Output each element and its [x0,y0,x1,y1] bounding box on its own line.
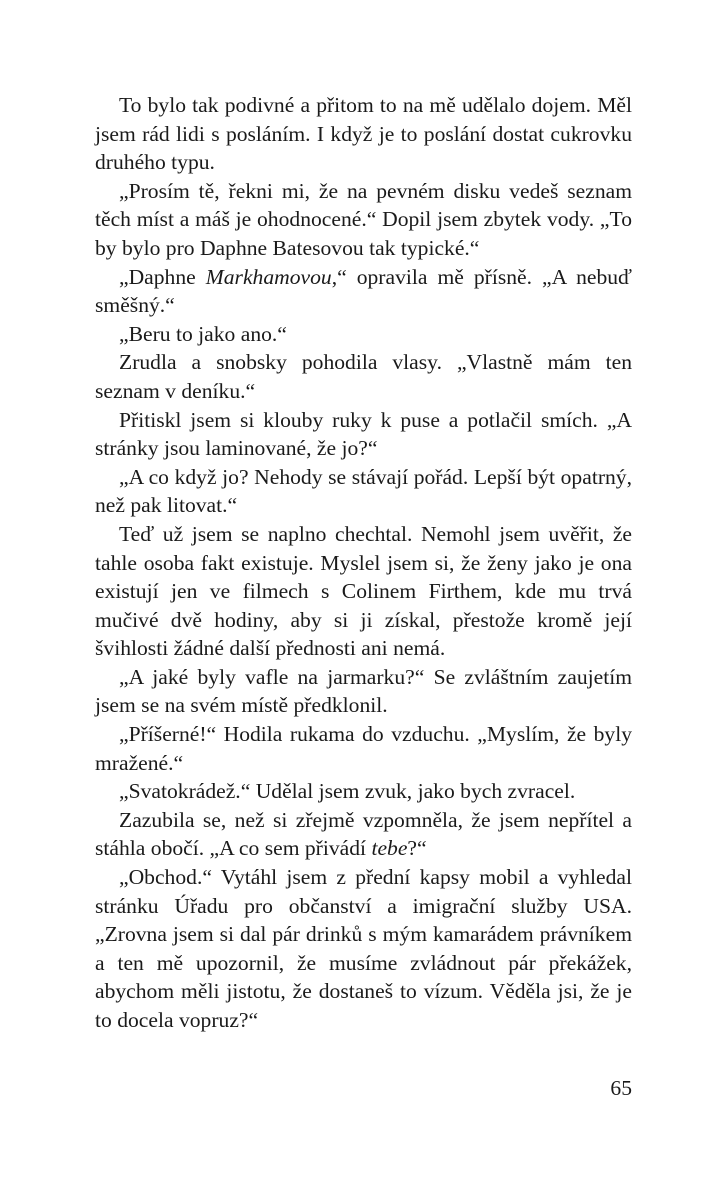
paragraph [95,777,632,806]
body-text [95,91,632,1035]
text-run: „Prosím tě, řekni mi, že na pevném disku vedeš seznam těch míst a máš je ohodnocené.“ Dopil jsem zbytek vody. „To by bylo pro Daphne Batesovou tak typické.“ [95,178,632,260]
paragraph [95,263,632,320]
text-run: „Příšerné!“ Hodila rukama do vzduchu. „Myslím, že byly mražené.“ [95,722,632,775]
paragraph [95,177,632,263]
page-number: 65 [610,1076,632,1100]
paragraph [95,806,632,863]
paragraph [95,663,632,720]
text-run: Zazubila se, než si zřejmě vzpomněla, že jsem nepřítel a stáhla obočí. „A co sem přivádí [95,807,632,861]
text-run: „A co když jo? Nehody se stávají pořád. Lepší být opatrný, než pak litovat.“ [95,464,632,518]
paragraph [95,348,632,405]
italic-text: tebe [371,836,408,861]
paragraph [95,91,632,177]
italic-text: Markhamovou [205,264,332,289]
text-run: To bylo tak podivné a přitom to na mě udělalo dojem. Měl jsem rád lidi s posláním. I když je to poslání dostat cukrovku druhého typu. [95,93,632,175]
text-run: Zrudla a snobsky pohodila vlasy. „Vlastně mám ten seznam v deníku.“ [95,350,632,403]
paragraph [95,863,632,1035]
text-run: „Svatokrádež.“ Udělal jsem zvuk, jako bych zvracel. [119,779,576,804]
text-run: „Obchod.“ Vytáhl jsem z přední kapsy mobil a vyhledal stránku Úřadu pro občanství a imigrační služby USA. „Zrovna jsem si dal pár drinků s mým kamarádem právníkem a ten mě upozornil, že musíme zvládnout pár překážek, abychom měli jistotu, že dostaneš to vízum. Věděla jsi, že je to docela vopruz?“ [95,865,632,1032]
text-run: „Beru to jako ano.“ [119,321,287,346]
text-run: ,“ opravila mě přísně. „A nebuď směšný.“ [95,264,632,318]
paragraph [95,520,632,663]
text-run: „A jaké byly vafle na jarmarku?“ Se zvláštním zaujetím jsem se na svém místě předklonil. [95,664,632,718]
paragraph [95,720,632,777]
text-run: ?“ [407,836,427,861]
text-run: „Daphne [119,264,206,289]
text-run: Teď už jsem se naplno chechtal. Nemohl jsem uvěřit, že tahle osoba fakt existuje. Myslel jsem si, že ženy jako je ona existují jen ve filmech s Colinem Firthem, kde mu trvá mučivé dvě hodiny, aby si ji získal, přestože kromě její švihlosti žádné další přednosti ani nemá. [95,521,632,661]
text-run: Přitiskl jsem si klouby ruky k puse a potlačil smích. „A stránky jsou laminované, že jo?“ [95,407,632,461]
paragraph [95,463,632,520]
paragraph [95,406,632,463]
paragraph [95,320,632,349]
